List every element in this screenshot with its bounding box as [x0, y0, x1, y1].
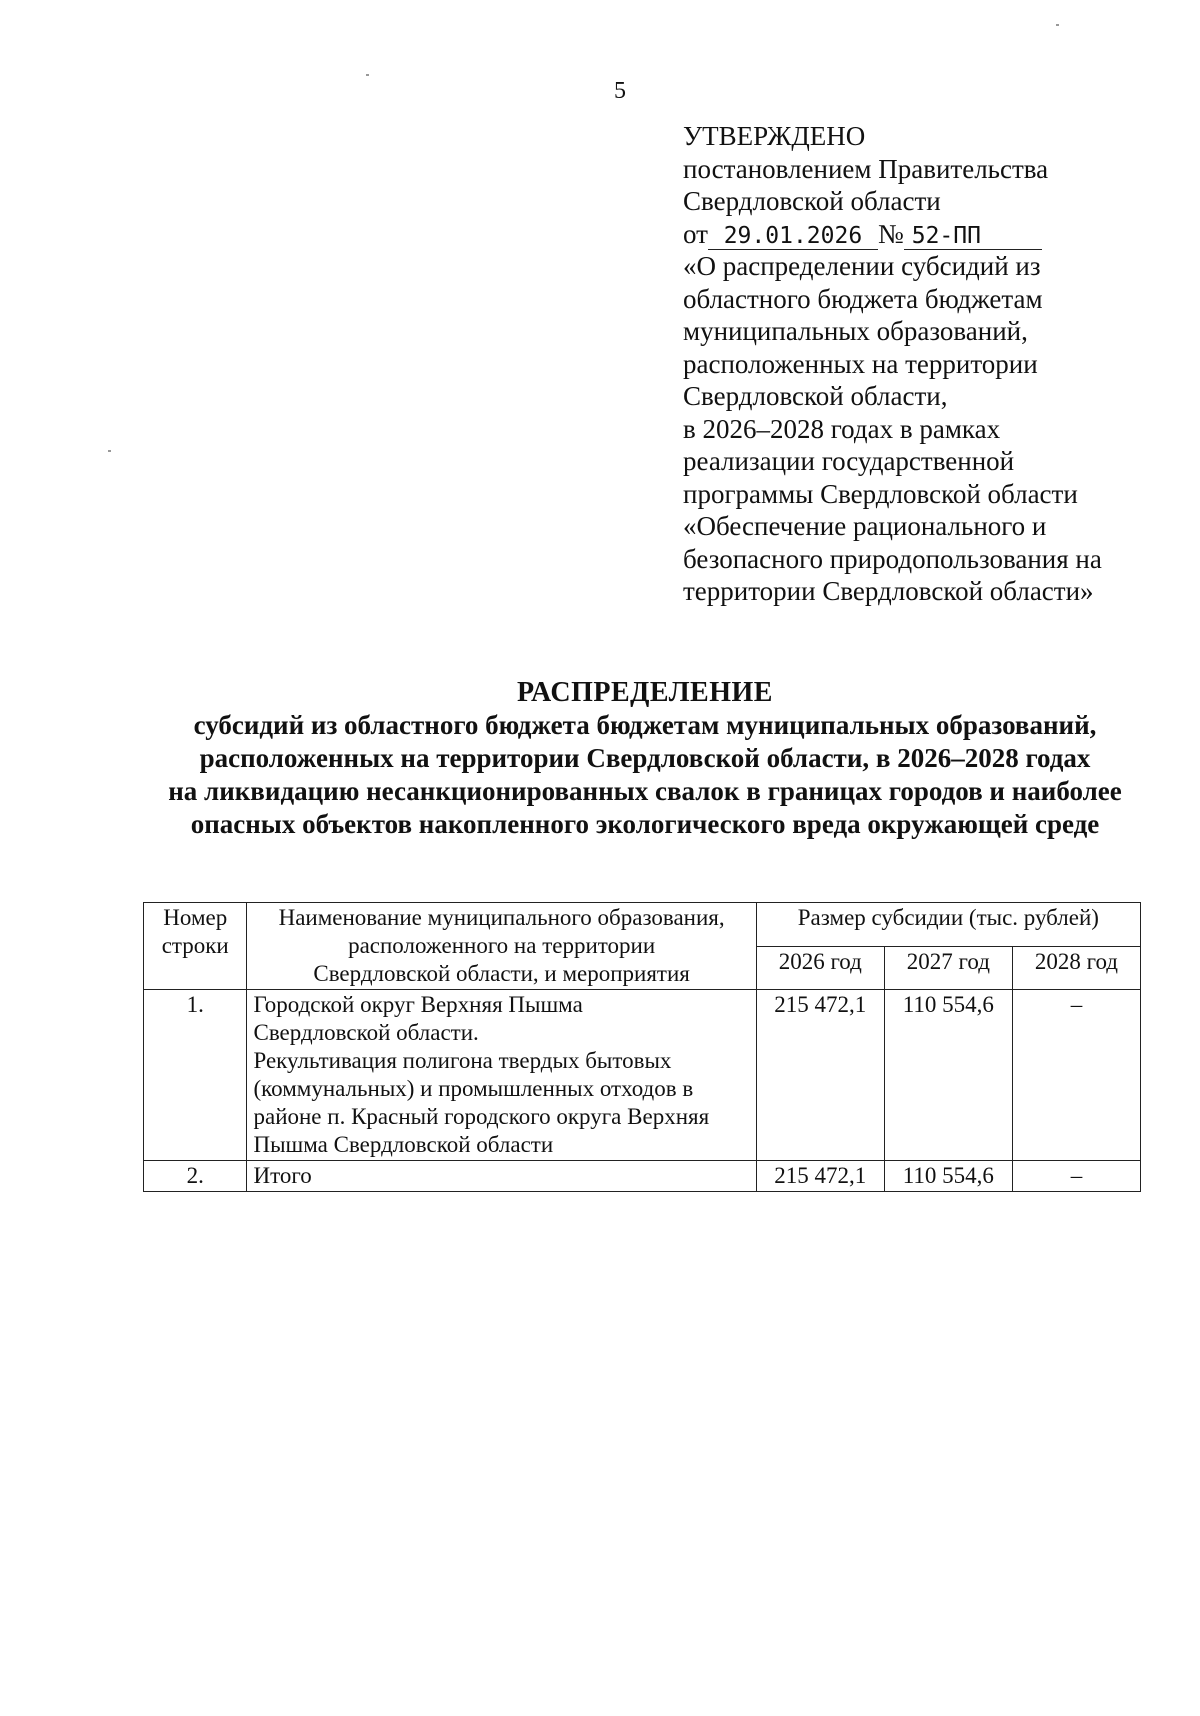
title-line: на ликвидацию несанкционированных свалок в границах городов и наиболее [168, 776, 1122, 806]
value-2028: – [1012, 990, 1140, 1161]
subject-line: программы Свердловской области [683, 478, 1078, 509]
header-year-2027: 2027 год [884, 946, 1012, 990]
title-line: субсидий из областного бюджета бюджетам муниципальных образований, [193, 710, 1097, 740]
subject-line: муниципальных образований, [683, 316, 1028, 346]
title-line: расположенных на территории Свердловской области, в 2026–2028 годах [199, 743, 1091, 773]
approval-stamp [683, 120, 1143, 608]
header-row-number [144, 903, 247, 990]
scan-speck [1056, 24, 1059, 26]
date-prefix: от [683, 218, 708, 249]
subject-line: Свердловской области, [683, 381, 948, 411]
header-text: строки [161, 933, 229, 958]
approval-line-1: постановлением Правительства [683, 153, 1049, 184]
approval-date-line [683, 218, 1143, 251]
scan-speck [108, 450, 111, 452]
table-row-total [144, 1161, 1141, 1192]
header-year-2028: 2028 год [1012, 946, 1140, 990]
subject-line: территории Свердловской области» [683, 576, 1094, 606]
header-text: Номер [163, 905, 228, 930]
title-line: опасных объектов накопленного экологического вреда окружающей среде [190, 809, 1100, 839]
subject-line: расположенных на территории [683, 348, 1038, 379]
row-name [247, 990, 756, 1161]
scan-speck [366, 74, 369, 76]
header-row [144, 903, 1141, 947]
header-text: расположенного на территории [348, 933, 656, 958]
total-2026: 215 472,1 [756, 1161, 884, 1192]
row-name-line: Городской округ Верхняя Пышма [253, 992, 583, 1017]
document-title [120, 676, 1170, 841]
header-subsidy-group: Размер субсидии (тыс. рублей) [756, 903, 1140, 947]
page-number: 5 [614, 78, 626, 104]
title-heading: РАСПРЕДЕЛЕНИЕ [517, 677, 773, 708]
total-2028: – [1012, 1161, 1140, 1192]
value-2026: 215 472,1 [756, 990, 884, 1161]
row-name-line: Рекультивация полигона твердых бытовых [253, 1048, 672, 1073]
row-name-line: Пышма Свердловской области [253, 1132, 554, 1157]
subsidy-table [143, 902, 1141, 1192]
subject-line: реализации государственной [683, 446, 1015, 476]
subject-line: «О распределении субсидий из [683, 251, 1041, 281]
number-prefix: № [877, 218, 904, 249]
resolution-date: 29.01.2026 [708, 223, 878, 250]
row-name-line: (коммунальных) и промышленных отходов в [253, 1076, 694, 1101]
subject-line: «Обеспечение рационального и [683, 511, 1047, 541]
row-name-line: Свердловской области. [253, 1020, 479, 1045]
row-name: Итого [247, 1161, 756, 1192]
subject-line: безопасного природопользования на [683, 543, 1102, 574]
resolution-number: 52-ПП [904, 223, 1042, 250]
approval-heading: УТВЕРЖДЕНО [683, 121, 866, 151]
table-row [144, 990, 1141, 1161]
subject-line: областного бюджета бюджетам [683, 283, 1043, 314]
header-text: Свердловской области, и мероприятия [313, 961, 690, 986]
approval-line-2: Свердловской области [683, 186, 941, 216]
subject-line: в 2026–2028 годах в рамках [683, 413, 1001, 444]
header-year-2026: 2026 год [756, 946, 884, 990]
total-2027: 110 554,6 [884, 1161, 1012, 1192]
value-2027: 110 554,6 [884, 990, 1012, 1161]
header-text: Наименование муниципального образования, [278, 905, 725, 930]
row-number: 1. [144, 990, 247, 1161]
header-name [247, 903, 756, 990]
row-name-line: районе п. Красный городского округа Верхняя [253, 1104, 710, 1129]
row-number: 2. [144, 1161, 247, 1192]
